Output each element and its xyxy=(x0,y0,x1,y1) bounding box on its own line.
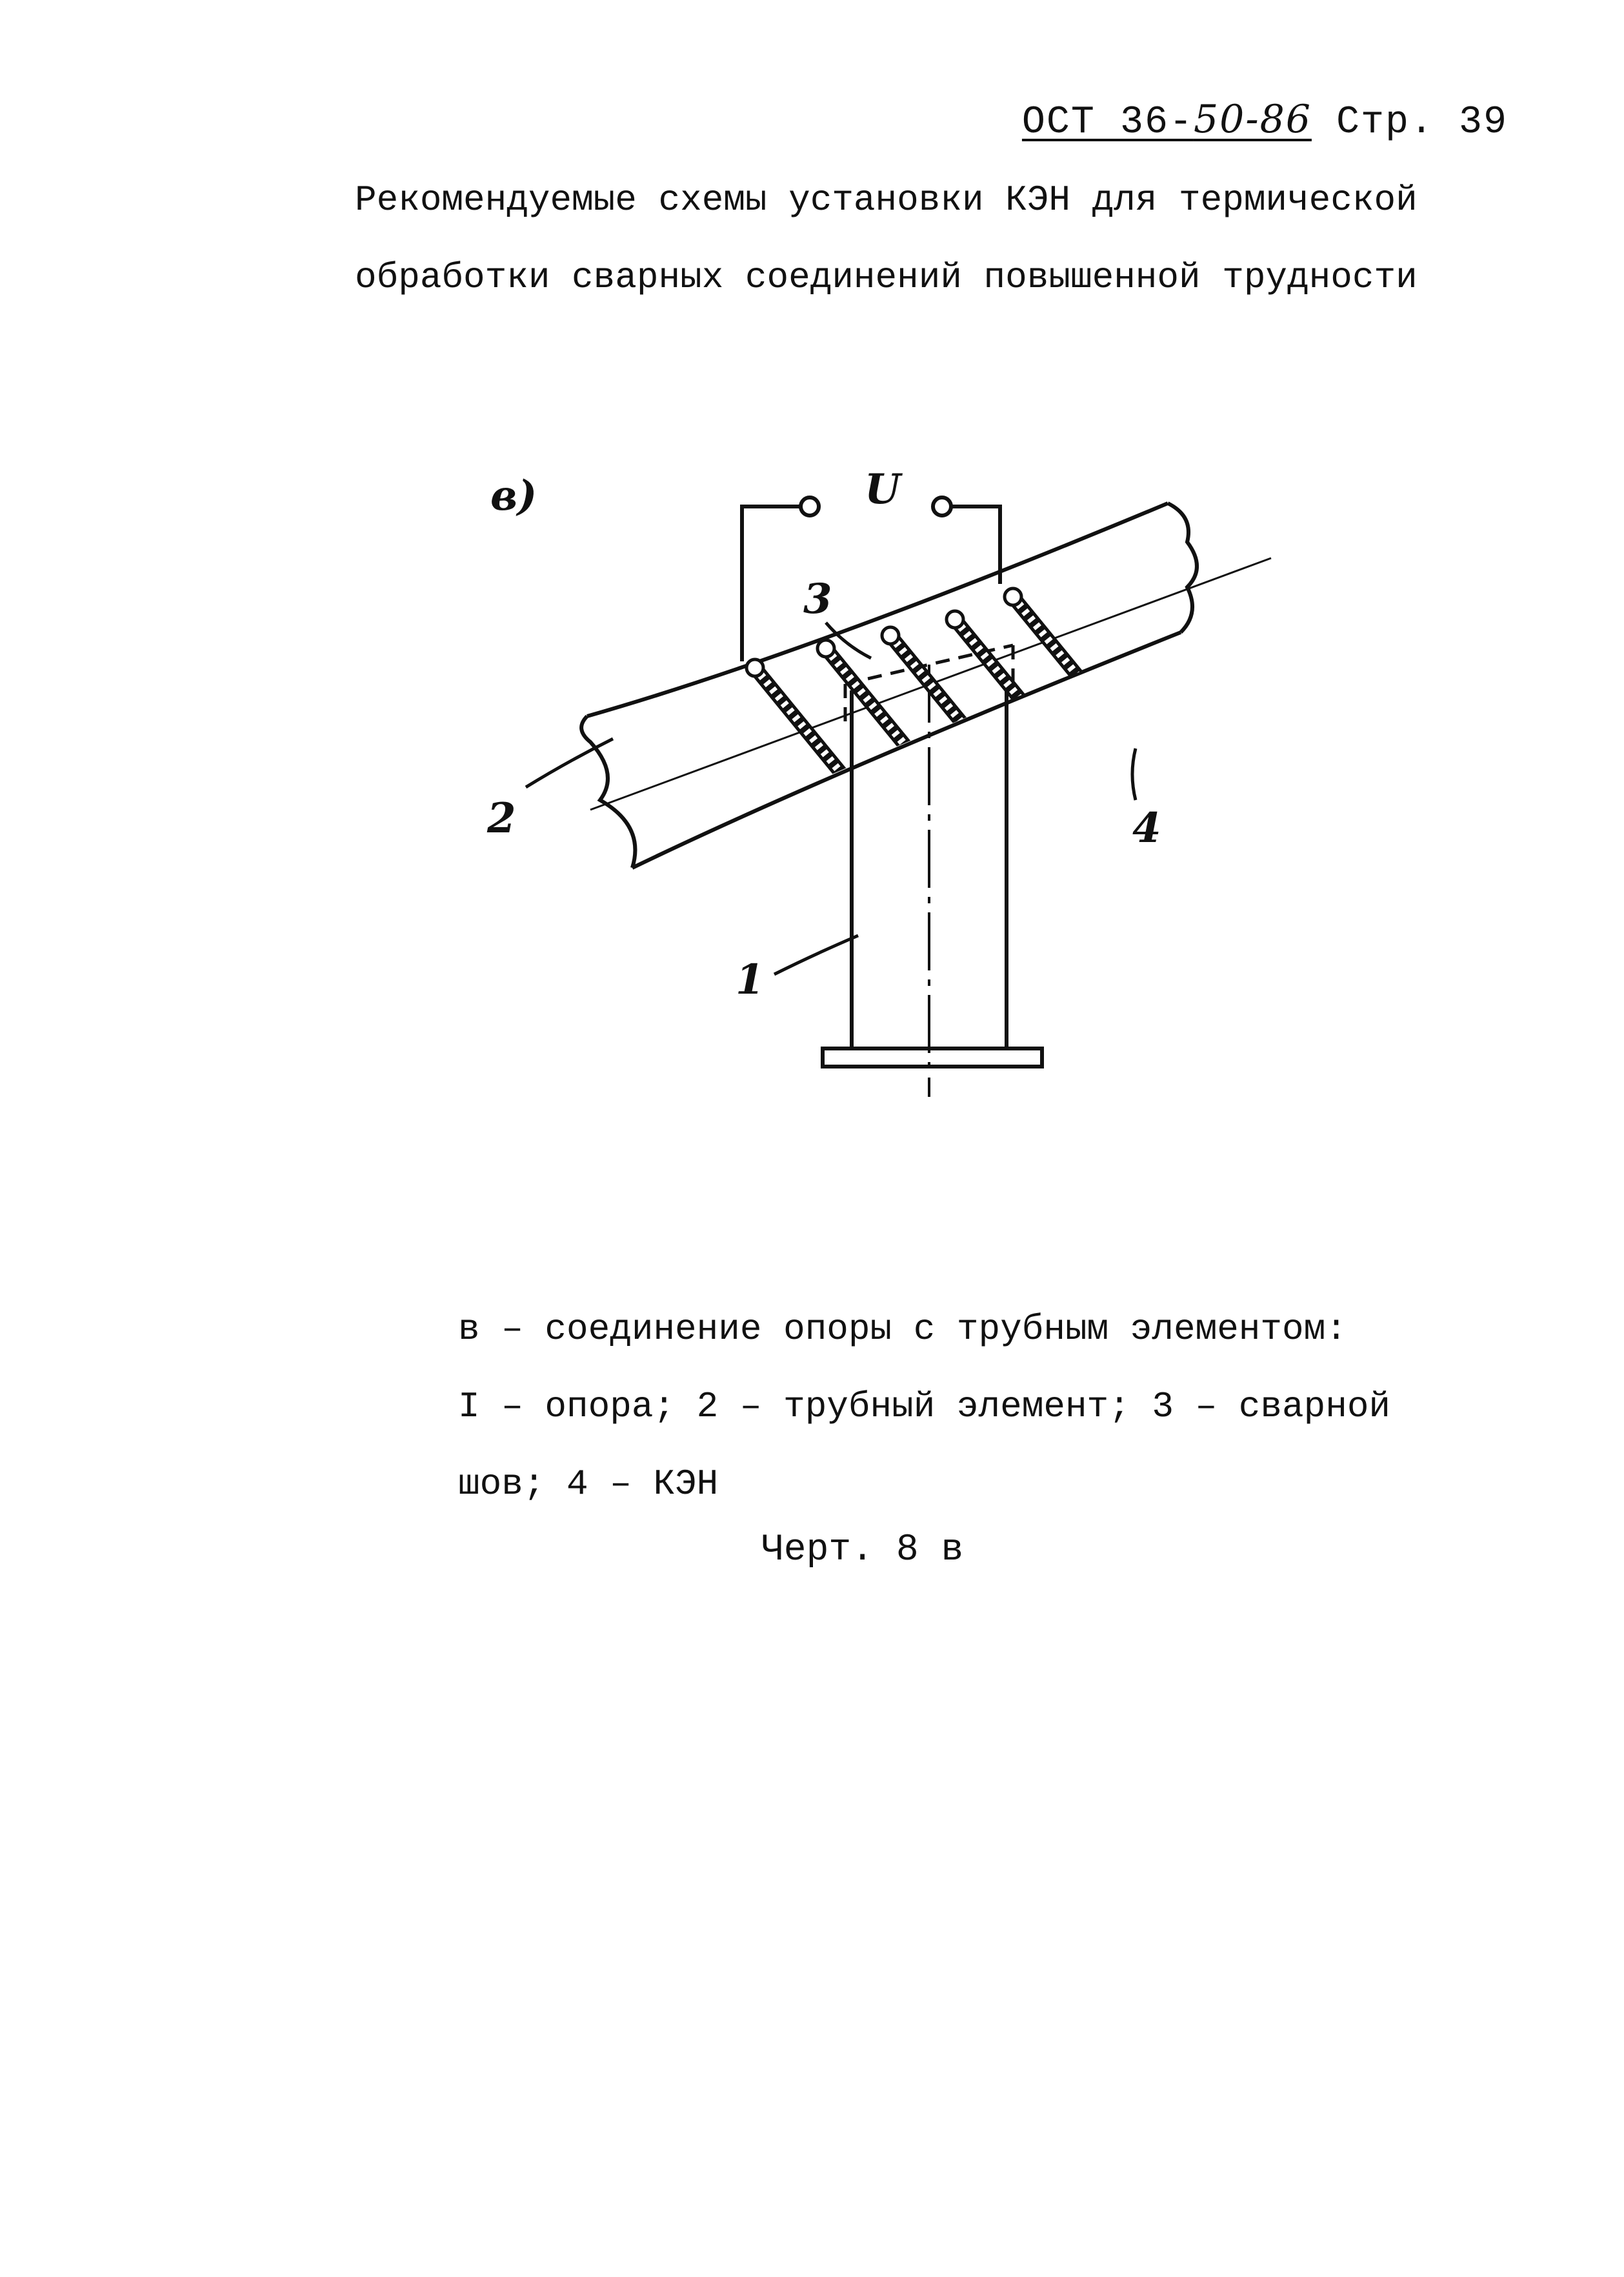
heater-coil-end xyxy=(882,627,899,644)
caption-line-2: I – опора; 2 – трубный элемент; 3 – сварной xyxy=(458,1386,1391,1427)
voltage-label: U xyxy=(865,465,901,514)
title-line-2: обработки сварных соединений повышенной трудности xyxy=(355,257,1418,298)
doc-code-prefix: ОСТ 36- xyxy=(1021,101,1194,145)
title-line-1: Рекомендуемые схемы установки КЭН для термической xyxy=(355,179,1418,221)
drawing-label: Черт. 8 в xyxy=(761,1529,964,1571)
document-header xyxy=(1022,97,1508,145)
heater-coil-end xyxy=(817,640,834,657)
doc-code xyxy=(1021,97,1312,145)
caption-line-3: шов; 4 – КЭН xyxy=(458,1463,719,1505)
figure-caption xyxy=(458,1290,1390,1523)
heater-coil-end xyxy=(747,659,763,676)
page-number: Стр. 39 xyxy=(1336,101,1508,145)
heater-coil-end xyxy=(947,611,963,628)
page-title xyxy=(355,161,1418,316)
callout-leaders xyxy=(526,623,1136,974)
heater-coil-end xyxy=(1005,588,1021,605)
callout-4: 4 xyxy=(1132,804,1161,852)
heater-coil-turns xyxy=(1013,597,1245,881)
callout-2: 2 xyxy=(487,794,516,843)
doc-code-handwritten: 50-86 xyxy=(1193,97,1312,142)
variant-label: в) xyxy=(490,472,537,520)
callout-1: 1 xyxy=(736,956,765,1004)
callout-3: 3 xyxy=(803,575,832,623)
support-column xyxy=(823,665,1042,1097)
caption-line-1: в – соединение опоры с трубным элементом: xyxy=(458,1309,1347,1350)
technical-drawing xyxy=(452,413,1323,1123)
